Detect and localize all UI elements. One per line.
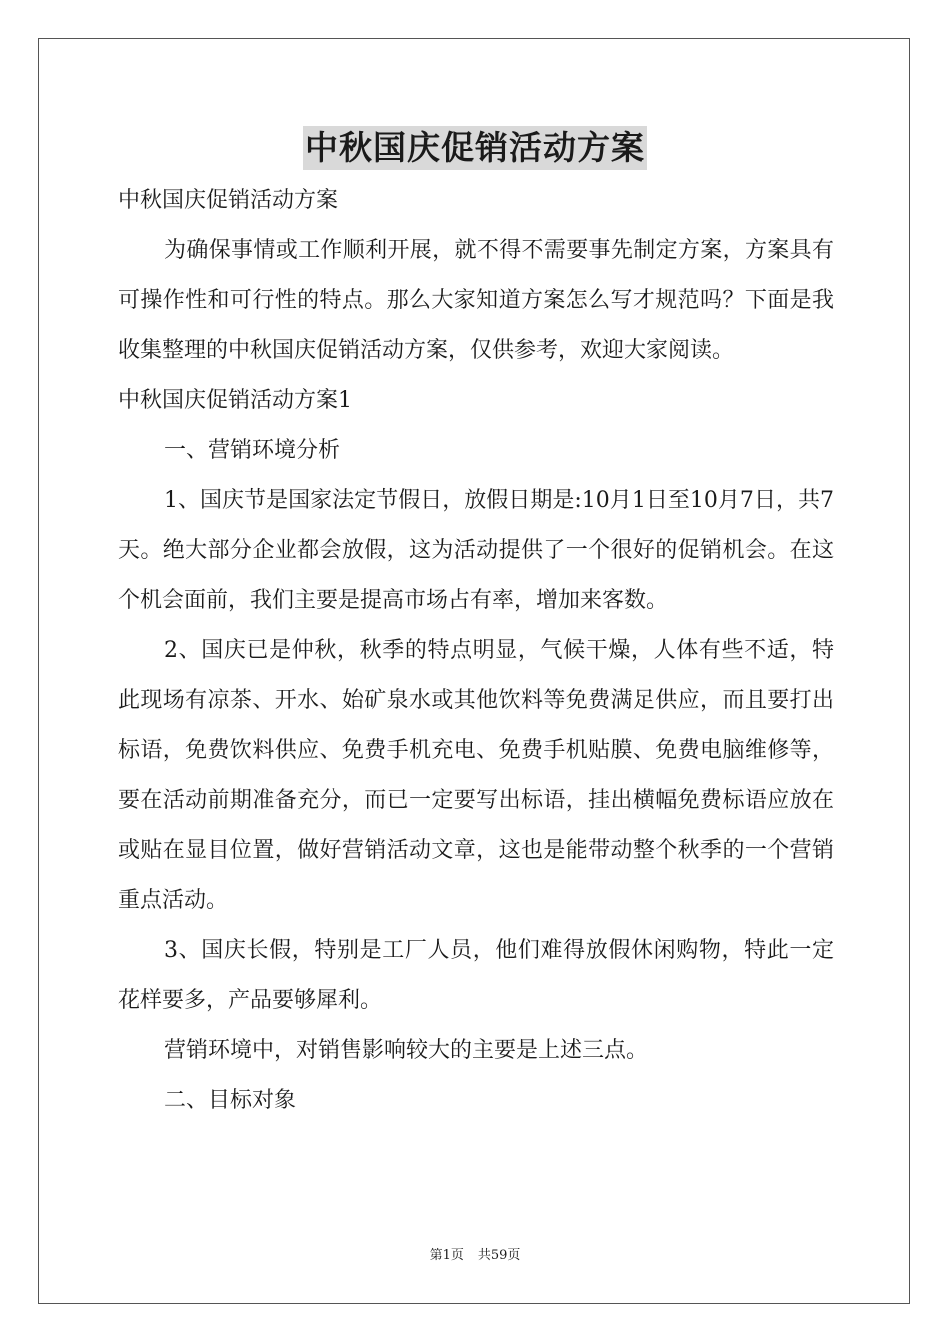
intro-paragraph: 为确保事情或工作顺利开展，就不得不需要事先制定方案，方案具有可操作性和可行性的特点。那么大家知道方案怎么写才规范吗？下面是我收集整理的中秋国庆促销活动方案，仅供参考，欢迎大家阅读。 xyxy=(118,238,834,363)
page-footer xyxy=(0,1246,950,1266)
paragraph-point-2: 2、国庆已是仲秋，秋季的特点明显，气候干燥，人体有些不适，特此现场有凉茶、开水、始矿泉水或其他饮料等免费满足供应，而且要打出标语，免费饮料供应、免费手机充电、免费手机贴膜、免费电脑维修等，要在活动前期准备充分，而已一定要写出标语，挂出横幅免费标语应放在或贴在显目位置，做好营销活动文章，这也是能带动整个秋季的一个营销重点活动。 xyxy=(118,638,834,913)
section-heading: 中秋国庆促销活动方案1 xyxy=(118,388,352,413)
page-total: 共59页 xyxy=(477,1248,521,1263)
subheading-environment: 一、营销环境分析 xyxy=(164,438,341,463)
document-title: 中秋国庆促销活动方案 xyxy=(303,126,647,170)
page-number: 第1页 xyxy=(429,1248,464,1263)
paragraph-point-1: 1、国庆节是国家法定节假日，放假日期是:10月1日至10月7日，共7天。绝大部分企业都会放假，这为活动提供了一个很好的促销机会。在这个机会面前，我们主要是提高市场占有率，增加来客数。 xyxy=(118,488,834,613)
title-container xyxy=(0,126,950,170)
subtitle-line: 中秋国庆促销活动方案 xyxy=(118,188,339,213)
paragraph-point-3: 3、国庆长假，特别是工厂人员，他们难得放假休闲购物，特此一定花样要多，产品要够犀利。 xyxy=(118,938,834,1013)
document-body xyxy=(118,176,834,1126)
subheading-target: 二、目标对象 xyxy=(164,1088,297,1113)
paragraph-summary: 营销环境中，对销售影响较大的主要是上述三点。 xyxy=(164,1038,649,1063)
